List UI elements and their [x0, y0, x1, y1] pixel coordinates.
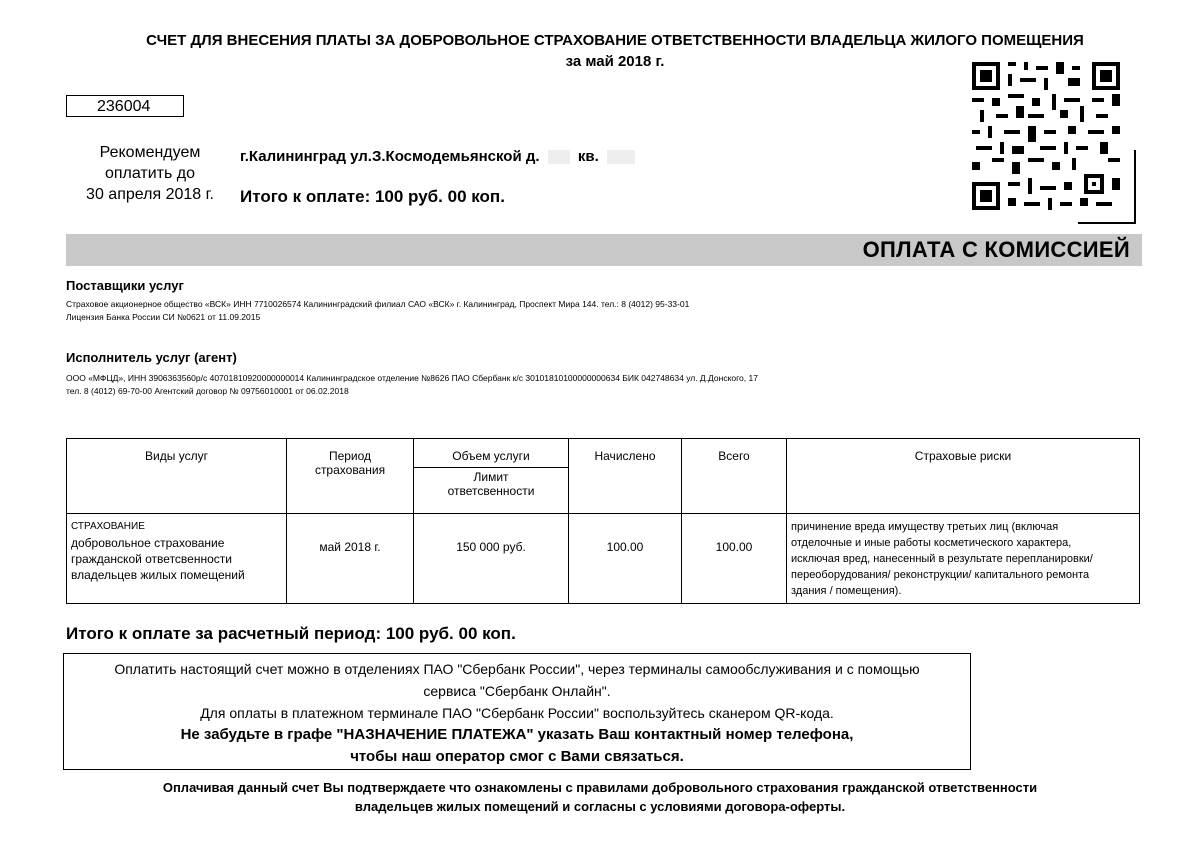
note-line3: Для оплаты в платежном терминале ПАО "Сбербанк России" воспользуйтесь сканером QR-кода. [200, 705, 834, 721]
service-line1: СТРАХОВАНИЕ [71, 521, 145, 532]
cell-limit: 150 000 руб. [414, 514, 569, 604]
cell-period: май 2018 г. [287, 514, 414, 604]
limit-header-line2: ответсвенности [447, 484, 535, 498]
address-apt: кв. [577, 148, 599, 165]
footer-disclaimer [60, 778, 1140, 816]
qr-frame-corner [1078, 222, 1136, 224]
recommend-line2: оплатить до [104, 165, 196, 182]
col-header-risks: Страховые риски [787, 439, 1140, 514]
agent-line2: тел. 8 (4012) 69-70-00 Агентский договор № 09756010001 от 06.02.2018 [66, 386, 349, 396]
total-to-pay: Итого к оплате: 100 руб. 00 коп. [240, 187, 505, 206]
period-header-line2: страхования [314, 463, 386, 477]
address [240, 148, 635, 165]
service-line2: добровольное страхование [71, 536, 225, 550]
agent-line1: ООО «МФЦД», ИНН 3906363560р/с 40701810920000000014 Калининградское отделение №8626 ПАО Сбербанк к/с 30101810100000000634 БИК 042748634 ул. Д.Донского, 17 [66, 373, 758, 383]
qr-code-icon [972, 62, 1120, 210]
agent-heading: Исполнитель услуг (агент) [66, 350, 237, 365]
period-total: Итого к оплате за расчетный период: 100 руб. 00 коп. [66, 624, 516, 643]
recommend-line1: Рекомендуем [99, 144, 201, 161]
col-header-period [287, 439, 414, 514]
providers-heading: Поставщики услуг [66, 278, 184, 293]
col-header-charged: Начислено [569, 439, 682, 514]
risks-line2: отделочные и иные работы косметического характера, [791, 537, 1072, 549]
risks-line1: причинение вреда имуществу третьих лиц (включая [791, 521, 1059, 533]
payment-note [63, 653, 971, 770]
note-line5: чтобы наш оператор смог с Вами связаться. [350, 748, 684, 765]
footer-line2: владельцев жилых помещений и согласны с условиями договора-оферты. [354, 799, 846, 814]
note-line4: Не забудьте в графе "НАЗНАЧЕНИЕ ПЛАТЕЖА" указать Ваш контактный номер телефона, [180, 726, 854, 743]
commission-banner-label: ОПЛАТА С КОМИССИЕЙ [862, 237, 1130, 262]
account-number: 236004 [66, 95, 184, 117]
service-line4: владельцев жилых помещений [71, 568, 245, 582]
recommend-due-date [60, 142, 240, 205]
note-line2: сервиса "Сбербанк Онлайн". [423, 683, 611, 699]
col-header-limit [414, 468, 569, 514]
cell-risks [787, 514, 1140, 604]
table-header-row [67, 439, 1140, 468]
apt-redacted-block [607, 150, 635, 164]
recommend-line3: 30 апреля 2018 г. [86, 186, 214, 203]
providers-details [66, 298, 689, 324]
table-row [67, 514, 1140, 604]
invoice-title-line1: СЧЕТ ДЛЯ ВНЕСЕНИЯ ПЛАТЫ ЗА ДОБРОВОЛЬНОЕ СТРАХОВАНИЕ ОТВЕТСТВЕННОСТИ ВЛАДЕЛЬЦА ЖИЛОГО ПОМЕЩЕНИЯ [146, 32, 1084, 49]
period-header-line1: Период [328, 449, 372, 463]
qr-frame-corner [1134, 150, 1136, 224]
cell-charged: 100.00 [569, 514, 682, 604]
services-table [66, 438, 1140, 604]
service-line3: гражданской ответсвенности [71, 552, 232, 566]
col-header-services: Виды услуг [67, 439, 287, 514]
address-street: г.Калининград ул.З.Космодемьянской д. [240, 148, 540, 165]
cell-total: 100.00 [682, 514, 787, 604]
note-line1: Оплатить настоящий счет можно в отделениях ПАО "Сбербанк России", через терминалы самообслуживания и с помощью [114, 661, 920, 677]
commission-banner [66, 234, 1142, 266]
risks-line4: переоборудования/ реконструкции/ капитального ремонта [791, 569, 1090, 581]
cell-service [67, 514, 287, 604]
risks-line5: здания / помещения). [791, 585, 902, 597]
providers-line1: Страховое акционерное общество «ВСК» ИНН 7710026574 Калининградский филиал САО «ВСК» г. Калининград, Проспект Мира 144. тел.: 8 (4012) 95-33-01 [66, 299, 690, 309]
footer-line1: Оплачивая данный счет Вы подтверждаете что ознакомлены с правилами добровольного страхования гражданской ответственности [162, 780, 1038, 795]
limit-header-line1: Лимит [473, 470, 509, 484]
col-header-volume: Объем услуги [414, 439, 569, 468]
invoice-title-line2: за май 2018 г. [565, 53, 665, 70]
address-redacted-block [548, 150, 570, 164]
col-header-total: Всего [682, 439, 787, 514]
risks-line3: исключая вред, нанесенный в результате перепланировки/ [791, 553, 1093, 565]
agent-details [66, 372, 758, 398]
providers-line2: Лицензия Банка России СИ №0621 от 11.09.2015 [66, 312, 261, 322]
